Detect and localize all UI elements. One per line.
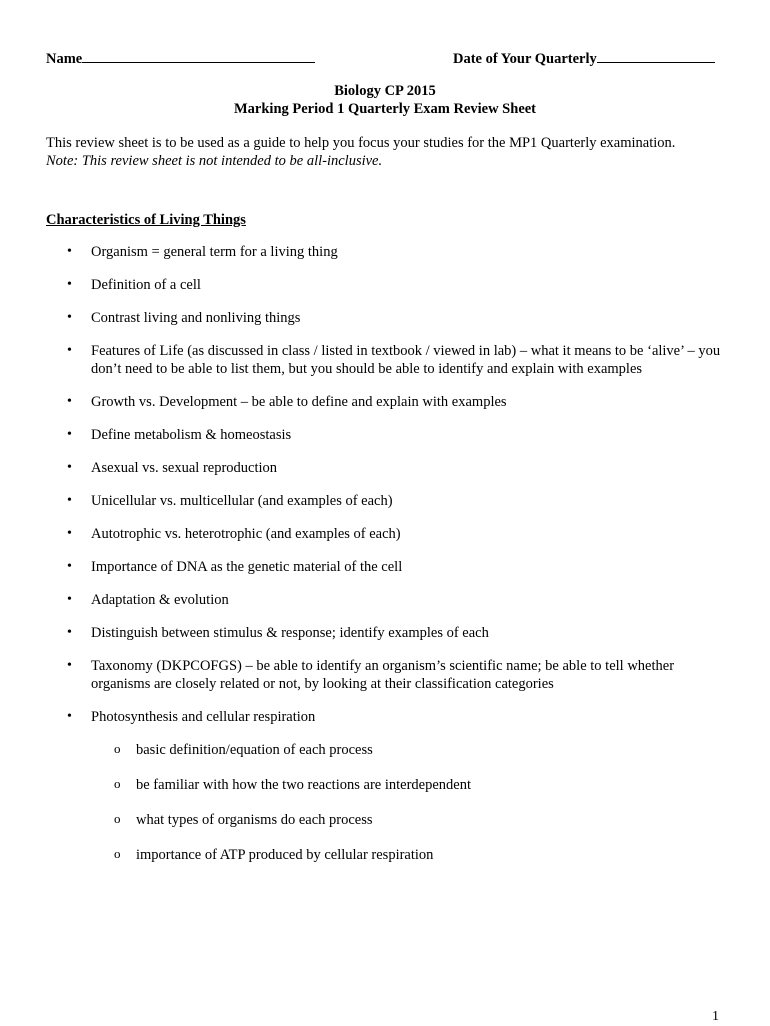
list-item-text: Features of Life (as discussed in class / listed in textbook / viewed in lab) – what it means to be ‘alive’ – you don’t need to be able to list them, but you should be able to identify and explain with examples — [91, 343, 721, 377]
name-field — [46, 47, 315, 68]
list-item-text: Asexual vs. sexual reproduction — [91, 460, 278, 476]
list-item — [46, 342, 736, 378]
name-blank-line[interactable] — [82, 47, 315, 63]
list-item-text: Photosynthesis and cellular respiration — [91, 709, 316, 725]
list-item-text: Unicellular vs. multicellular (and examples of each) — [91, 493, 393, 509]
sub-list-item-text: what types of organisms do each process — [136, 812, 373, 828]
bullet-icon: • — [67, 493, 72, 508]
list-item — [46, 459, 736, 477]
sub-list-item — [91, 811, 736, 829]
bullet-icon: • — [67, 625, 72, 640]
hollow-bullet-icon: o — [114, 846, 121, 861]
list-item-text: Taxonomy (DKPCOFGS) – be able to identify an organism’s scientific name; be able to tell whether organisms are closely related or not, by looking at their classification categories — [91, 658, 675, 692]
sub-list-item — [91, 846, 736, 864]
list-item — [46, 525, 736, 543]
list-item — [46, 591, 736, 609]
list-item — [46, 492, 736, 510]
list-item — [46, 243, 736, 261]
bullet-icon: • — [67, 592, 72, 607]
list-item-text: Contrast living and nonliving things — [91, 310, 301, 326]
bullet-icon: • — [67, 427, 72, 442]
title-line-1: Biology CP 2015 — [334, 83, 436, 99]
list-item — [46, 426, 736, 444]
list-item — [46, 276, 736, 294]
bullet-icon: • — [67, 709, 72, 724]
date-label: Date of Your Quarterly — [453, 51, 597, 67]
hollow-bullet-icon: o — [114, 811, 121, 826]
list-item — [46, 657, 736, 693]
bullet-icon: • — [67, 526, 72, 541]
list-item-text: Adaptation & evolution — [91, 592, 229, 608]
document-title — [0, 82, 770, 118]
list-item-text: Distinguish between stimulus & response; identify examples of each — [91, 625, 489, 641]
list-item — [46, 309, 736, 327]
sub-list — [91, 741, 736, 864]
bullet-list — [46, 243, 736, 881]
list-item-text: Define metabolism & homeostasis — [91, 427, 292, 443]
bullet-icon: • — [67, 343, 72, 358]
hollow-bullet-icon: o — [114, 741, 121, 756]
bullet-icon: • — [67, 394, 72, 409]
intro-paragraph — [46, 134, 736, 170]
intro-note: Note: This review sheet is not intended to be all-inclusive. — [46, 153, 383, 169]
page-number: 1 — [712, 1009, 719, 1024]
bullet-icon: • — [67, 559, 72, 574]
sub-list-item-text: importance of ATP produced by cellular respiration — [136, 847, 434, 863]
sub-list-item — [91, 776, 736, 794]
list-item-text: Importance of DNA as the genetic material of the cell — [91, 559, 403, 575]
list-item — [46, 393, 736, 411]
hollow-bullet-icon: o — [114, 776, 121, 791]
list-item-text: Growth vs. Development – be able to define and explain with examples — [91, 394, 507, 410]
list-item-text: Organism = general term for a living thing — [91, 244, 338, 260]
title-line-2: Marking Period 1 Quarterly Exam Review Sheet — [233, 101, 537, 117]
bullet-icon: • — [67, 460, 72, 475]
header-row — [46, 47, 726, 67]
section-heading: Characteristics of Living Things — [46, 212, 246, 228]
bullet-icon: • — [67, 310, 72, 325]
bullet-icon: • — [67, 244, 72, 259]
list-item — [46, 708, 736, 864]
date-blank-line[interactable] — [597, 47, 715, 63]
name-label: Name — [46, 51, 83, 67]
date-field — [453, 47, 715, 68]
bullet-icon: • — [67, 277, 72, 292]
list-item-text: Autotrophic vs. heterotrophic (and examples of each) — [91, 526, 401, 542]
sub-list-item-text: basic definition/equation of each process — [136, 742, 373, 758]
list-item — [46, 558, 736, 576]
list-item-text: Definition of a cell — [91, 277, 201, 293]
sub-list-item-text: be familiar with how the two reactions are interdependent — [136, 777, 471, 793]
sub-list-item — [91, 741, 736, 759]
bullet-icon: • — [67, 658, 72, 673]
intro-text: This review sheet is to be used as a guide to help you focus your studies for the MP1 Quarterly examination. — [46, 135, 676, 151]
list-item — [46, 624, 736, 642]
